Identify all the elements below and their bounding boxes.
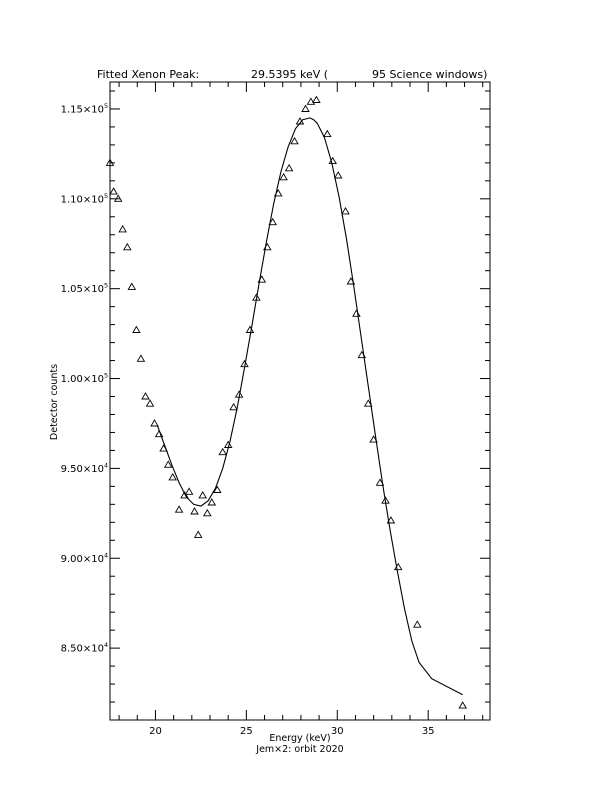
data-point-triangle: [133, 327, 140, 333]
data-point-triangle: [151, 420, 158, 426]
chart-subtitle: Jem×2: orbit 2020: [256, 744, 344, 755]
y-axis: [61, 91, 490, 720]
y-tick-label: 1.05×10: [60, 284, 104, 296]
data-point-triangle: [176, 506, 183, 512]
x-tick-label: 35: [421, 726, 435, 737]
data-point-triangle: [335, 172, 342, 178]
y-tick-exponent: 4: [104, 551, 109, 560]
data-point-triangle: [195, 531, 202, 537]
chart-title-part-3: 95 Science windows): [372, 68, 488, 81]
y-tick-exponent: 4: [104, 461, 109, 470]
data-point-triangle: [191, 508, 198, 514]
y-tick-label: 1.00×10: [60, 374, 104, 386]
y-tick-exponent: 4: [104, 641, 109, 650]
data-point-triangle: [208, 499, 215, 505]
data-point-triangle: [204, 510, 211, 516]
data-point-triangle: [147, 400, 154, 406]
y-tick-label: 1.10×10: [60, 194, 104, 206]
chart-title-part-1: Fitted Xenon Peak:: [97, 68, 200, 81]
fit-curve: [157, 118, 462, 695]
data-point-triangle: [137, 355, 144, 361]
data-point-triangle: [247, 327, 254, 333]
y-tick-label: 1.15×10: [60, 104, 104, 116]
x-tick-label: 20: [149, 726, 162, 737]
y-tick-label: 8.50×10: [60, 643, 104, 655]
data-point-triangle: [414, 621, 421, 627]
y-tick-exponent: 5: [104, 281, 109, 290]
y-tick-label: 9.00×10: [60, 553, 104, 565]
data-point-triangle: [230, 404, 237, 410]
x-tick-label: 25: [239, 726, 253, 737]
data-point-triangle: [219, 449, 226, 455]
data-marks: [107, 97, 467, 709]
data-point-triangle: [124, 244, 131, 250]
data-point-triangle: [115, 195, 122, 201]
data-point-triangle: [169, 474, 176, 480]
y-tick-exponent: 5: [104, 191, 109, 200]
y-tick-exponent: 5: [104, 371, 109, 380]
x-axis-label: Energy (keV): [269, 733, 331, 744]
data-point-triangle: [199, 492, 206, 498]
y-tick-label: 9.50×10: [60, 463, 104, 475]
data-point-triangle: [119, 226, 126, 232]
data-point-triangle: [459, 702, 466, 708]
data-point-triangle: [302, 106, 309, 112]
data-point-triangle: [324, 131, 331, 137]
data-point-triangle: [286, 165, 293, 171]
data-point-triangle: [353, 310, 360, 316]
y-axis-label: Detector counts: [49, 363, 60, 441]
x-tick-label: 30: [330, 726, 344, 737]
data-point-triangle: [342, 208, 349, 214]
y-tick-exponent: 5: [104, 101, 109, 110]
x-axis: [119, 82, 483, 737]
data-point-triangle: [313, 97, 320, 103]
data-point-triangle: [142, 393, 149, 399]
chart-title-part-2: 29.5395 keV (: [251, 68, 329, 81]
plot-frame: [110, 82, 490, 720]
data-point-triangle: [128, 283, 135, 289]
data-point-triangle: [110, 188, 117, 194]
data-point-triangle: [186, 488, 193, 494]
data-point-triangle: [291, 138, 298, 144]
data-point-triangle: [280, 174, 287, 180]
